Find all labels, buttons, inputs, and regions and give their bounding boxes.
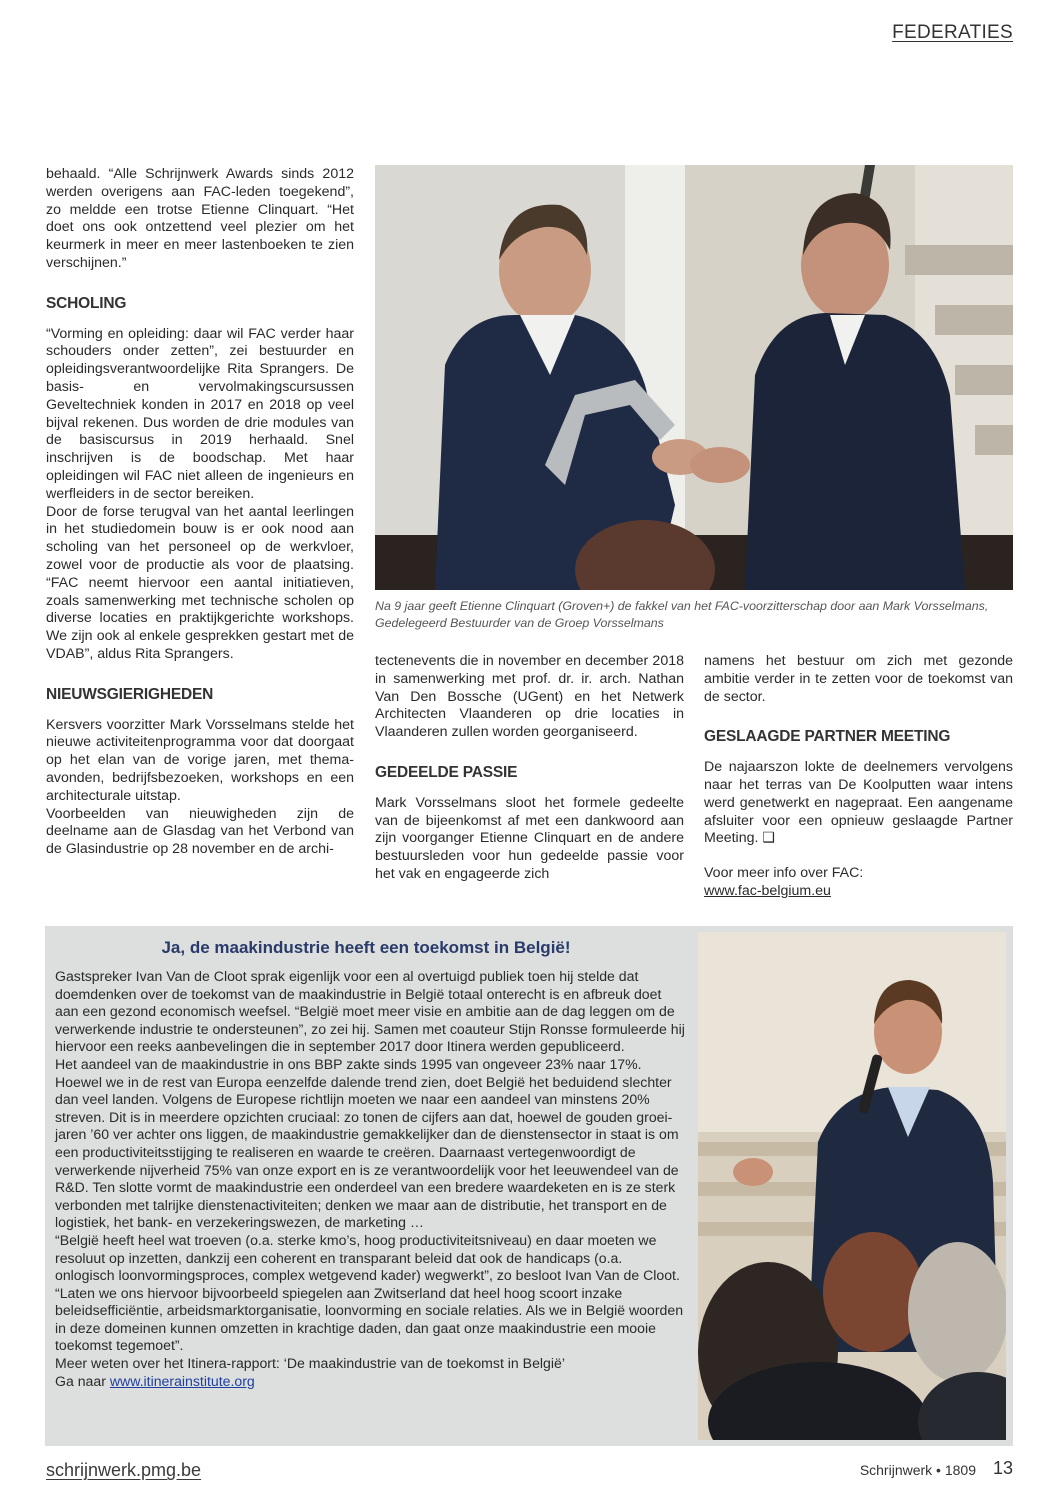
photo-caption: Na 9 jaar geeft Etienne Clinquart (Groven+) de fakkel van het FAC-voorzitterschap door aan Mark Vorsselmans, Gedelegeerd Bestuurder van de Groep Vorsselmans [375, 599, 989, 630]
heading-nieuwsgierigheden: NIEUWSGIERIGHEDEN [46, 685, 214, 703]
box-text [55, 968, 685, 1390]
paragraph: Het aandeel van de maakindustrie in ons BBP zakte sinds 1995 van ongeveer 23% naar 17%. Hoewel we in de rest van Europa eenzelfde dalende trend zien, doet België het beduidend slechter dan veel landen. Volgens de Europese richtlijn moeten we naar een aandeel van minstens 20% streven. Dit is in meerdere opzichten cruciaal: zo tonen de cijfers aan dat, hoewel de gouden groei-jaren ’60 ver achter ons liggen, de maakindustrie gemakkelijker dan de dienstensector in staat is om een productiviteitsstijging te realiseren en waarde te creëren. Daarnaast vertegenwoordigt de verwerkende nijverheid 75% van onze export en is ze verantwoordelijk voor het leeuwendeel van de R&D. Ten slotte vormt de maakindustrie een onderdeel van een bredere waardeketen en is ze sterk verbonden met talrijke dienstenactiviteiten; denken we maar aan de distributie, het transport en de logistiek, het bank- en verzekeringswezen, de marketing … [55, 1055, 679, 1231]
paragraph: tectenevents die in november en december 2018 in samenwerking met prof. dr. ir. arch. Nathan Van Den Bossche (UGent) en het Netwerk Architecten Vlaanderen op drie locaties in Vlaanderen zullen worden georganiseerd. [375, 653, 684, 741]
section-label: FEDERATIES [892, 22, 1013, 43]
paragraph: “België heeft heel wat troeven (o.a. sterke kmo’s, hoog productiviteitsniveau) en daar moeten we resoluut op inzetten, dankzij een coherent en transparant beleid dat ook de handicaps (o.a. onlogisch loonvormingsproces, complex wetgevend kader) wegwerkt”, zo besloot Ivan Van de Cloot. “Laten we ons hiervoor bijvoorbeeld spiegelen aan Zwitserland dat heel hoog scoort inzake beleidsefficiëntie, arbeidsmarktorganisatie, loonvorming en sociale relaties. Als we in België woorden in deze domeinen kunnen omzetten in krachtige daden, dan gaat onze maakindustrie een mooie toekomst tegemoet”. [55, 1231, 684, 1354]
fac-link[interactable]: www.fac-belgium.eu [704, 882, 831, 899]
box-title: Ja, de maakindustrie heeft een toekomst in België! [161, 938, 571, 957]
article-column-1 [46, 166, 354, 859]
heading-gedeelde-passie: GEDEELDE PASSIE [375, 763, 518, 781]
heading-scholing: SCHOLING [46, 294, 127, 312]
link-prefix: Ga naar [55, 1372, 110, 1389]
heading-partner-meeting: GESLAAGDE PARTNER MEETING [704, 728, 951, 746]
paragraph: Voorbeelden van nieuwigheden zijn de deelname aan de Glasdag van het Verbond van de Glasindustrie op 28 november en de archi- [46, 805, 354, 858]
footer-magazine: Schrijnwerk • 1809 [859, 1462, 976, 1478]
paragraph: behaald. “Alle Schrijnwerk Awards sinds 2012 werden overigens aan FAC-leden toegekend”, zo meldde een trotse Etienne Clinquart. “Het doet ons ook ontzettend veel plezier om het keurmerk in meer en meer lastenboeken te zien verschijnen.” [46, 166, 354, 271]
paragraph: Meer weten over het Itinera-rapport: ‘De maakindustrie van de toekomst in België’ [55, 1355, 565, 1372]
paragraph [55, 1373, 685, 1391]
paragraph: Mark Vorsselmans sloot het formele gedeelte van de bijeenkomst af met een dankwoord aan zijn voorganger Etienne Clinquart en de andere bestuursleden voor hun gedeelde passie voor het vak en engageerde zich [375, 794, 684, 882]
footer-website[interactable]: schrijnwerk.pmg.be [46, 1460, 202, 1480]
page-number: 13 [992, 1458, 1013, 1478]
paragraph: Gastspreker Ivan Van de Cloot sprak eigenlijk voor een al overtuigd publiek toen hij stelde dat doemdenken over de toekomst van de maakindustrie in België totaal onterecht is en afbreuk doet aan een gezond economisch weefsel. “België moet meer visie en ambitie aan de dag leggen om de verwerkende industrie te ondersteunen”, zo zei hij. Samen met coauteur Stijn Ronsse formuleerde hij hiervoor een reeks aanbevelingen die in september 2017 door Itinera werden gepubliceerd. [55, 968, 685, 1055]
article-column-3 [704, 653, 1013, 901]
paragraph: Voor meer info over FAC: [704, 865, 864, 882]
itinera-link[interactable]: www.itinerainstitute.org [109, 1372, 255, 1389]
paragraph: “Vorming en opleiding: daar wil FAC verder haar schouders onder zetten”, zei bestuurder en opleidingsverantwoordelijke Rita Sprangers. De basis- en vervolmakingscursussen Geveltechniek konden in 2017 en 2018 op veel bijval rekenen. Dus worden de drie modules van de basiscursus in 2019 herhaald. Snel inschrijven is de boodschap. Met haar opleidingen wil FAC niet alleen de ingenieurs en werfleiders in de sector bereiken. [46, 325, 354, 502]
handover-photo [375, 165, 1013, 590]
paragraph: Door de forse terugval van het aantal leerlingen in het studiedomein bouw is er ook nood aan scholing van het personeel op de werkvloer, zowel voor de productie als voor de plaatsing. “FAC neemt hiervoor een aantal initiatieven, zoals samenwerking met technische scholen op diverse locaties en praktijkgerichte workshops. We zijn ook al enkele gesprekken gestart met de VDAB”, aldus Rita Sprangers. [46, 503, 354, 662]
paragraph: De najaarszon lokte de deelnemers vervolgens naar het terras van De Koolputten waar intens werd genetwerkt en nagepraat. Een aangename afsluiter voor een opnieuw geslaagde Partner Meeting. ❑ [704, 759, 1013, 847]
paragraph: namens het bestuur om zich met gezonde ambitie verder in te zetten voor de toekomst van de sector. [704, 653, 1013, 705]
paragraph: Kersvers voorzitter Mark Vorsselmans stelde het nieuwe activiteitenprogramma voor dat doorgaat op het elan van de vorige jaren, met thema-avonden, bedrijfsbezoeken, workshops en een architecturale uitstap. [46, 716, 354, 804]
article-column-2 [375, 653, 684, 884]
speaker-photo [698, 932, 1006, 1440]
